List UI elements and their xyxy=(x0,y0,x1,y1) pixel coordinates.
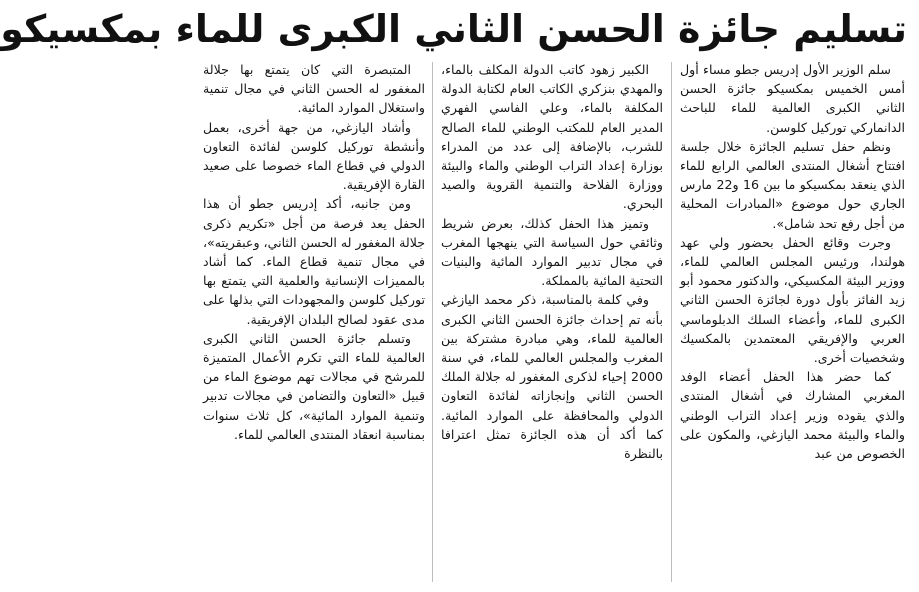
article-column-2 xyxy=(441,60,663,586)
article-paragraph: وتسلم جائزة الحسن الثاني الكبرى العالمية للماء التي تكرم الأعمال المتميزة للمرشح في مجالات تهم موضوع الماء من قبيل «التعاون والتضامن في مجالات تدبير وتنمية الموارد المائية»، كل ثلاث سنوات بمناسبة انعقاد المنتدى العالمي للماء. xyxy=(203,330,425,442)
article-paragraph: وتميز هذا الحفل كذلك، بعرض شريط وثائقي حول السياسة التي ينهجها المغرب في مجال تدبير الموارد المائية والبنيات التحتية المائية بالمملكة. xyxy=(441,215,663,289)
article-column-1 xyxy=(680,60,905,586)
article-paragraph: وجرت وقائع الحفل بحضور ولي عهد هولندا، ورئيس المجلس العالمي للماء، ووزير البيئة المكسيكي، والدكتور محمود أبو زيد الفائز بأول دورة لجائزة الحسن الثاني الكبرى للماء، وأعضاء السلك الدبلوماسي العربي والإفريقي المعتمدين بالمكسيك وشخصيات أخرى. xyxy=(680,234,905,366)
article-paragraph: الكبير زهود كاتب الدولة المكلف بالماء، والمهدي بنزكري الكاتب العام لكتابة الدولة المكلفة بالماء، وعلي الفاسي الفهري المدير العام للمكتب الوطني للماء الصالح للشرب، بالإضافة إلى عدد من المدراء بوزارة إعداد التراب الوطني والماء والبيئة ووزارة الفلاحة والتنمية القروية والصيد البحري. xyxy=(441,62,663,212)
article-column-3 xyxy=(203,60,425,586)
article-paragraph: وفي كلمة بالمناسبة، ذكر محمد اليازغي بأنه تم إحداث جائزة الحسن الثاني الكبرى العالمية للماء، وهي مبادرة مشتركة بين المغرب والمجلس العالمي للماء، في سنة 2000 إحياء لذكرى المغفور له جلالة الملك الحسن الثاني وإنجازاته لفائدة التعاون الدولي والمحافظة على الموارد المائية. كما أكد أن هذه الجائزة تمثل اعترافا بالنظرة xyxy=(441,292,663,462)
column-divider xyxy=(671,62,672,582)
article-paragraph: ومن جانبه، أكد إدريس جطو أن هذا الحفل يعد فرصة من أجل «تكريم ذكرى جلالة المغفور له الحسن الثاني، وعبقريته»، في مجال تنمية قطاع الماء. كما أشاد بالمميزات الإنسانية والعلمية التي يتمتع بها توركيل كلوسن والمجهودات التي بذلها على مدى عقود لصالح البلدان الإفريقية. xyxy=(202,196,425,327)
article-paragraph: كما حضر هذا الحفل أعضاء الوفد المغربي المشارك في أشغال المنتدى والذي يقوده وزير إعداد التراب الوطني والماء والبيئة محمد اليازغي، والمكون على الخصوص من عبد xyxy=(680,369,905,462)
article-headline: تسليم جائزة الحسن الثاني الكبرى للماء بمكسيكو xyxy=(0,7,907,51)
article-paragraph: ونظم حفل تسليم الجائزة خلال جلسة افتتاح أشغال المنتدى العالمي الرابع للماء الذي ينعقد بمكسيكو ما بين 16 و22 مارس الجاري حول موضوع «المبادرات المحلية من أجل رفع تحد شامل». xyxy=(680,138,905,231)
column-divider xyxy=(432,62,433,582)
article-paragraph: المتبصرة التي كان يتمتع بها جلالة المغفور له الحسن الثاني في مجال تنمية واستغلال الموارد المائية. xyxy=(203,62,425,116)
article-paragraph: وأشاد اليازغي، من جهة أخرى، بعمل وأنشطة توركيل كلوسن لفائدة التعاون الدولي في قطاع الماء خصوصا على صعيد القارة الإفريقية. xyxy=(203,119,425,193)
article-paragraph: سلم الوزير الأول إدريس جطو مساء أول أمس الخميس بمكسيكو جائزة الحسن الثاني الكبرى العالمية للماء للباحث الدانماركي توركيل كلوسن. xyxy=(680,62,905,135)
